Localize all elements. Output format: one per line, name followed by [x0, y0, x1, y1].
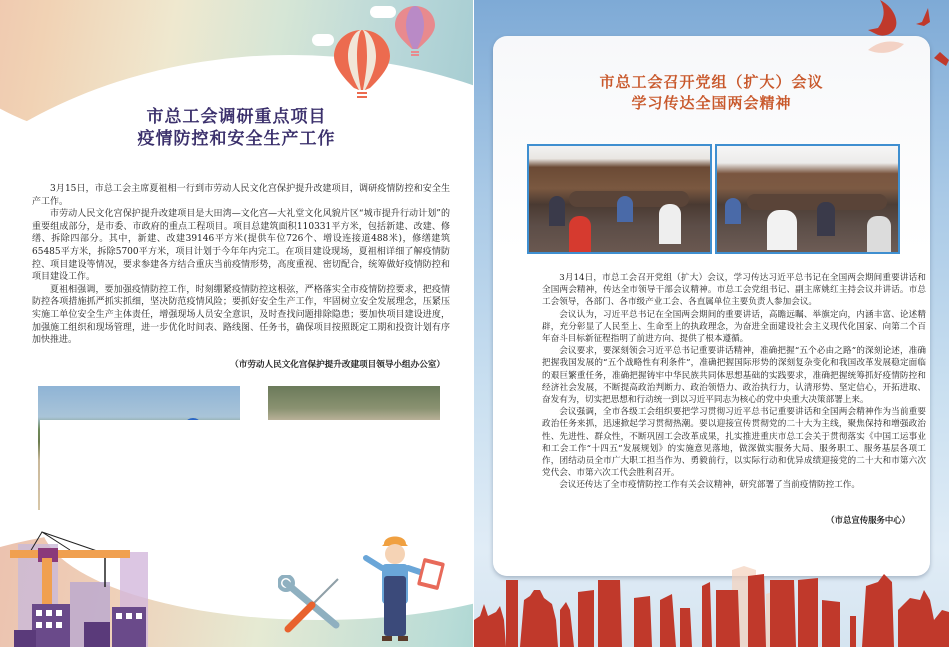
wrench-screwdriver-icon [278, 575, 348, 635]
meeting-room-photo-1 [527, 144, 712, 254]
title-line-1: 市总工会调研重点项目 [146, 107, 327, 127]
city-skyline-icon [474, 560, 949, 647]
photo-figure [617, 196, 633, 222]
paragraph: 市劳动人民文化宫保护提升改建项目是大田湾—文化宫—大礼堂文化风貌片区“城市提升行动计划”的重要组成部分，是市委、市政府的重点工程项目。项目总建筑面积110331平方米，包括新建、改建、修缮、拆除四部分。其中，新建、改建39146平方米(提供车位726个、增设连接道488米)，修缮建筑65485平方米，拆除5700平方米，项目计划于今年年内完工。在项目建设现场，夏祖相详细了解疫情防控、项目建设等情况，要求参建各方结合重庆当前疫情形势，高度重视、密切配合，统筹做好疫情防控和项目建设工作。 [32, 209, 450, 283]
meeting-room-photo-2 [715, 144, 900, 254]
article-title [474, 72, 949, 114]
article-title [0, 106, 473, 150]
paragraph: 会议认为，习近平总书记在全国两会期间的重要讲话，高瞻远瞩、举旗定向，内涵丰富、论述精辟，充分彰显了人民至上、生命至上的执政理念，为奋进全面建设社会主义现代化国家、向第二个百年奋斗目标新征程指明了前进方向、提供了根本遵循。 [542, 309, 926, 345]
title-line-2: 疫情防控和安全生产工作 [137, 129, 336, 149]
photo-figure [659, 204, 681, 244]
paragraph: 会议强调，全市各级工会组织要把学习贯彻习近平总书记重要讲话和全国两会精神作为当前重要政治任务来抓，迅速掀起学习贯彻热潮。要以迎接宣传贯彻党的二十大为主线，聚焦保持和增强政治性、先进性、群众性，不断巩固工会改革成果，扎实推进重庆市总工会关于贯彻落实《中国工运事业和工会工作“十四五”发展规划》的实施意见落地，做深做实服务大局、服务职工、服务基层各项工作，团结动员全市广大职工担当作为、勇毅前行，以实际行动和优异成绩迎接党的二十大和市第六次党代会、市第六次工代会胜利召开。 [542, 407, 926, 479]
left-page [0, 0, 473, 647]
title-line-1: 市总工会召开党组（扩大）会议 [599, 73, 824, 91]
cloud-icon [312, 34, 334, 46]
hot-air-balloon-icon [393, 4, 437, 56]
photo-figure [725, 198, 741, 224]
photo-figure [767, 210, 797, 250]
photo-figure [569, 216, 591, 252]
paragraph: 3月14日，市总工会召开党组（扩大）会议，学习传达习近平总书记在全国两会期间重要讲话和全国两会精神，传达全市领导干部会议精神。市总工会党组书记、副主席姚红主持会议并讲话。市总工会领导，各部门、各市级产业工会、各直属单位主要负责人参加会议。 [542, 273, 926, 308]
article-body [32, 183, 450, 347]
photo-figure [817, 202, 835, 236]
construction-worker-icon [360, 530, 456, 647]
photo-figure [549, 196, 565, 226]
paragraph: 会议还传达了全市疫情防控工作有关会议精神，研究部署了当前疫情防控工作。 [559, 480, 860, 491]
paragraph: 会议要求，要深刻领会习近平总书记重要讲话精神，准确把握“五个必由之路”的深刻论述，准确把握我国发展的“五个战略性有利条件”，准确把握国际形势的深刻复杂变化和我国改革发展稳定面临的艰巨繁重任务，准确把握铸牢中华民族共同体思想基础的实践要求，准确把握统筹抓好疫情防控和经济社会发展，不断提高政治判断力、政治领悟力、政治执行力，认清形势、坚定信心，开拓进取、奋发有为，切实把思想和行动统一到以习近平同志为核心的党中央重大决策部署上来。 [542, 346, 926, 406]
article-source: （市劳动人民文化宫保护提升改建项目领导小组办公室） [230, 360, 445, 370]
construction-crane-city-icon [10, 512, 160, 647]
article-source: （市总宣传服务中心） [826, 515, 910, 525]
article-body [542, 272, 926, 492]
dove-icon [860, 0, 949, 70]
photo-figure [867, 216, 891, 252]
paragraph: 3月15日，市总工会主席夏祖相一行到市劳动人民文化宫保护提升改建项目，调研疫情防控和安全生产工作。 [32, 184, 450, 207]
paragraph: 夏祖相强调，要加强疫情防控工作，时刻绷紧疫情防控这根弦，严格落实全市疫情防控要求，把疫情防控各项措施抓严抓实抓细，坚决防范疫情风险；要抓好安全生产工作，牢固树立安全发展理念，压紧压实施工单位安全生产主体责任，增强现场人员安全意识，及时查找问题排除隐患；要加快项目建设进度，加强施工组织和现场管理，进一步优化时间表、路线图、任务书，确保项目按照既定工期和投资计划有序加快推进。 [32, 284, 450, 346]
hot-air-balloon-icon [332, 28, 392, 100]
title-line-2: 学习传达全国两会精神 [631, 94, 792, 112]
